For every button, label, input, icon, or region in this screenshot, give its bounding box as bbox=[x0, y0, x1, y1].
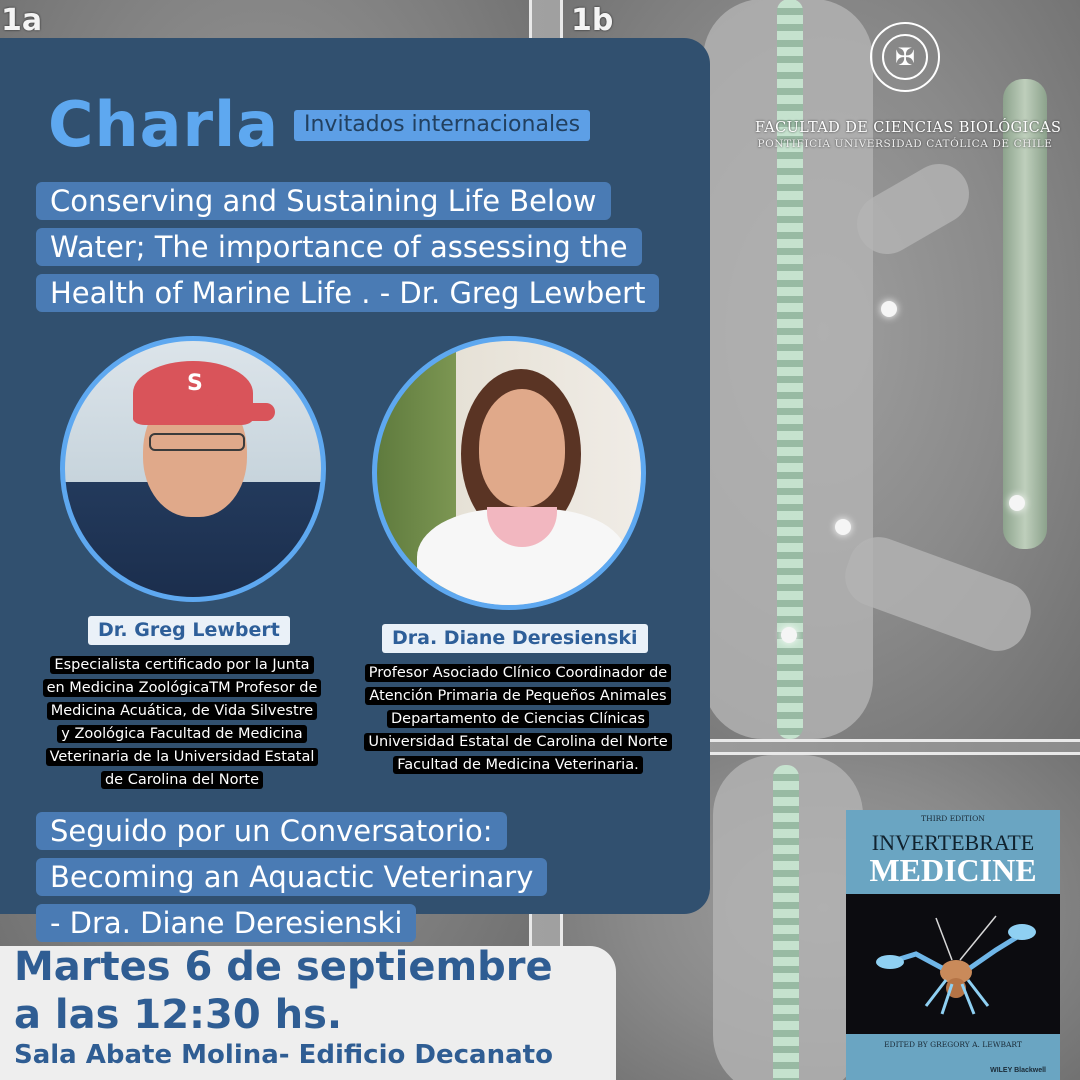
talk-card bbox=[0, 38, 710, 940]
book-title-line2: MEDICINE bbox=[869, 852, 1037, 888]
speaker-photo-greg bbox=[60, 336, 326, 602]
conversatorio-line: Becoming an Aquactic Veterinary bbox=[36, 858, 547, 896]
university-seal-icon: ✠ bbox=[870, 22, 940, 92]
bio-line: Universidad Estatal de Carolina del Norte bbox=[364, 733, 671, 751]
book-cover bbox=[846, 810, 1060, 1080]
conversatorio-title bbox=[36, 808, 636, 946]
xray-dot bbox=[781, 627, 797, 643]
cap-letter: S bbox=[187, 371, 203, 396]
bio-line: en Medicina ZoológicaTM Profesor de bbox=[43, 679, 322, 697]
conversatorio-line: - Dra. Diane Deresienski bbox=[36, 904, 416, 942]
university-logo bbox=[755, 22, 1062, 150]
panel-label-1a: 1a bbox=[1, 3, 43, 38]
event-details bbox=[0, 946, 616, 1080]
talk-title-line: Conserving and Sustaining Life Below bbox=[36, 182, 611, 220]
bio-line: Especialista certificado por la Junta bbox=[50, 656, 313, 674]
university-name: PONTIFICIA UNIVERSIDAD CATÓLICA DE CHILE bbox=[757, 138, 1053, 150]
event-date: Martes 6 de septiembre bbox=[14, 944, 553, 990]
lizard-spine-lower bbox=[773, 765, 799, 1080]
xray-dot bbox=[1009, 495, 1025, 511]
book-edition: THIRD EDITION bbox=[921, 814, 985, 823]
bio-line: Facultad de Medicina Veterinaria. bbox=[393, 756, 642, 774]
bio-line: Medicina Acuática, de Vida Silvestre bbox=[47, 702, 317, 720]
conversatorio-line: Seguido por un Conversatorio: bbox=[36, 812, 507, 850]
event-place: Sala Abate Molina- Edificio Decanato bbox=[14, 1040, 553, 1070]
bio-line: de Carolina del Norte bbox=[101, 771, 263, 789]
bio-line: Profesor Asociado Clínico Coordinador de bbox=[365, 664, 671, 682]
bio-line: y Zoológica Facultad de Medicina bbox=[57, 725, 306, 743]
talk-title-line: Water; The importance of assessing the bbox=[36, 228, 642, 266]
xray-dot bbox=[835, 519, 851, 535]
crayfish-icon bbox=[876, 910, 1036, 1020]
faculty-name: FACULTAD DE CIENCIAS BIOLÓGICAS bbox=[755, 120, 1062, 136]
bio-line: Veterinaria de la Universidad Estatal bbox=[46, 748, 319, 766]
speaker-photo-diane bbox=[372, 336, 646, 610]
book-title-line1: INVERTEBRATE bbox=[871, 830, 1035, 855]
book-editor: EDITED BY GREGORY A. LEWBART bbox=[884, 1040, 1022, 1049]
xray-dot bbox=[881, 301, 897, 317]
talk-title-line: Health of Marine Life . - Dr. Greg Lewbert bbox=[36, 274, 659, 312]
speaker-name-greg: Dr. Greg Lewbert bbox=[88, 616, 290, 645]
event-time: a las 12:30 hs. bbox=[14, 992, 343, 1038]
speaker-bio-diane bbox=[344, 662, 692, 777]
panel-label-1b: 1b bbox=[571, 3, 614, 38]
bio-line: Atención Primaria de Pequeños Animales bbox=[365, 687, 670, 705]
talk-title bbox=[36, 178, 716, 316]
page-title: Charla bbox=[48, 88, 280, 161]
speaker-name-diane: Dra. Diane Deresienski bbox=[382, 624, 648, 653]
guest-tag: Invitados internacionales bbox=[294, 110, 590, 141]
speaker-bio-greg bbox=[22, 654, 342, 792]
book-publisher: WILEY Blackwell bbox=[990, 1067, 1046, 1074]
bio-line: Departamento de Ciencias Clínicas bbox=[387, 710, 649, 728]
